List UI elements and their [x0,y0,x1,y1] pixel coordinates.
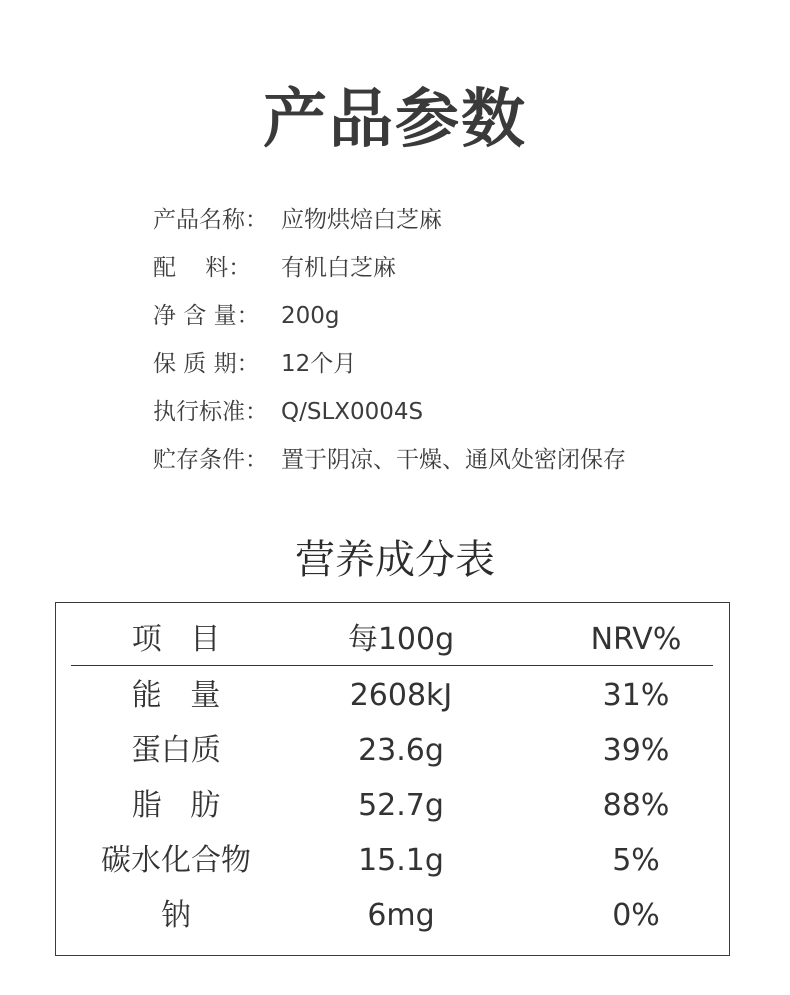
spec-label: 执行标准： [153,399,268,425]
row-nrv: 39% [602,733,670,768]
header-nrv: NRV% [590,622,682,657]
spec-row-shelf-life [153,340,626,388]
spec-value: 12个月 [281,351,357,377]
spec-value: 有机白芝麻 [281,255,396,281]
row-per-100g: 15.1g [358,843,444,878]
row-nrv: 88% [602,788,670,823]
spec-label: 产品名称： [153,207,268,233]
header-divider [71,665,713,666]
row-item: 脂 肪 [131,788,221,823]
row-item: 钠 [161,898,191,933]
row-per-100g: 6mg [367,898,435,933]
row-per-100g: 23.6g [358,733,444,768]
table-row [56,891,731,941]
row-nrv: 0% [612,898,660,933]
row-per-100g: 2608kJ [349,678,453,713]
spec-value: Q/SLX0004S [281,399,424,425]
table-row [56,781,731,831]
nutrition-header-row [56,615,731,665]
row-item: 碳水化合物 [101,843,251,878]
spec-value: 置于阴凉、干燥、通风处密闭保存 [281,447,626,473]
nutrition-title: 营养成分表 [295,537,495,583]
header-per-100g: 每100g [347,622,455,657]
spec-value: 应物烘焙白芝麻 [281,207,442,233]
spec-value: 200g [281,303,340,329]
spec-label: 保 质 期： [153,351,260,377]
spec-label: 净 含 量： [153,303,260,329]
page-title: 产品参数 [263,83,527,157]
header-item: 项 目 [131,622,221,657]
nutrition-table [55,602,730,956]
table-row [56,726,731,776]
table-row [56,836,731,886]
spec-label: 贮存条件： [153,447,268,473]
spec-row-net-content [153,292,626,340]
product-specs [153,196,626,484]
spec-label: 配 料： [153,255,252,281]
spec-row-storage [153,436,626,484]
row-nrv: 31% [602,678,670,713]
row-item: 蛋白质 [131,733,221,768]
row-nrv: 5% [612,843,660,878]
table-row [56,671,731,721]
spec-row-ingredients [153,244,626,292]
spec-row-name [153,196,626,244]
row-item: 能 量 [131,678,221,713]
spec-row-standard [153,388,626,436]
row-per-100g: 52.7g [358,788,444,823]
